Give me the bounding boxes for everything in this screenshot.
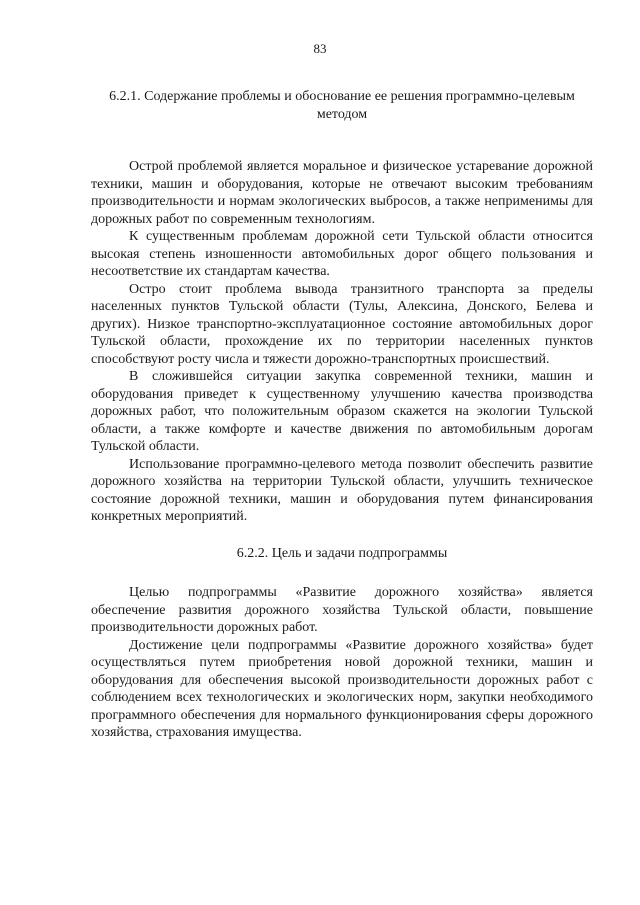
paragraph: В сложившейся ситуации закупка современной техники, машин и оборудования приведет к существенному улучшению качества производства дорожных работ, что положительным образом скажется на экологии Тульской области, а также комфорте и качестве движения по автомобильным дорогам Тульской области. xyxy=(91,369,593,454)
paragraph: Острой проблемой является моральное и физическое устаревание дорожной техники, машин и оборудования, которые не отвечают высоким требованиям производительности и нормам экологических выбросов, а также неприменимы для дорожных работ по современным технологиям. xyxy=(91,159,593,227)
paragraph: Целью подпрограммы «Развитие дорожного хозяйства» является обеспечение развития дорожного хозяйства Тульской области, повышение производительности дорожных работ. xyxy=(91,585,593,635)
paragraph: К существенным проблемам дорожной сети Тульской области относится высокая степень изношенности автомобильных дорог общего пользования и несоответствие их стандартам качества. xyxy=(91,229,593,279)
section-body-6-2-1 xyxy=(91,158,593,526)
page-content xyxy=(91,88,593,742)
section-heading-6-2-2: 6.2.2. Цель и задачи подпрограммы xyxy=(236,545,448,561)
paragraph: Использование программно-целевого метода позволит обеспечить развитие дорожного хозяйства на территории Тульской области, улучшить техническое состояние дорожной техники, машин и оборудования путем финансирования конкретных мероприятий. xyxy=(91,456,593,524)
paragraph: Остро стоит проблема вывода транзитного транспорта за пределы населенных пунктов Тульской области (Тулы, Алексина, Донского, Белева и других). Низкое транспортно-эксплуатационное состояние автомобильных дорог Тульской области, прохождение их по территории населенных пунктов способствуют росту числа и тяжести дорожно-транспортных происшествий. xyxy=(91,281,593,367)
paragraph: Достижение цели подпрограммы «Развитие дорожного хозяйства» будет осуществляться путем приобретения новой дорожной техники, машин и оборудования для обеспечения высокой производительности дорожных работ с соблюдением всех технологических и экологических норм, закупки необходимого программного обеспечения для нормального функционирования сферы дорожного хозяйства, страхования имущества. xyxy=(91,637,593,740)
section-body-6-2-2 xyxy=(91,584,593,742)
section-heading-6-2-1: 6.2.1. Содержание проблемы и обоснование ее решения программно-целевым методом xyxy=(109,89,575,122)
page-number: 83 xyxy=(313,41,327,56)
